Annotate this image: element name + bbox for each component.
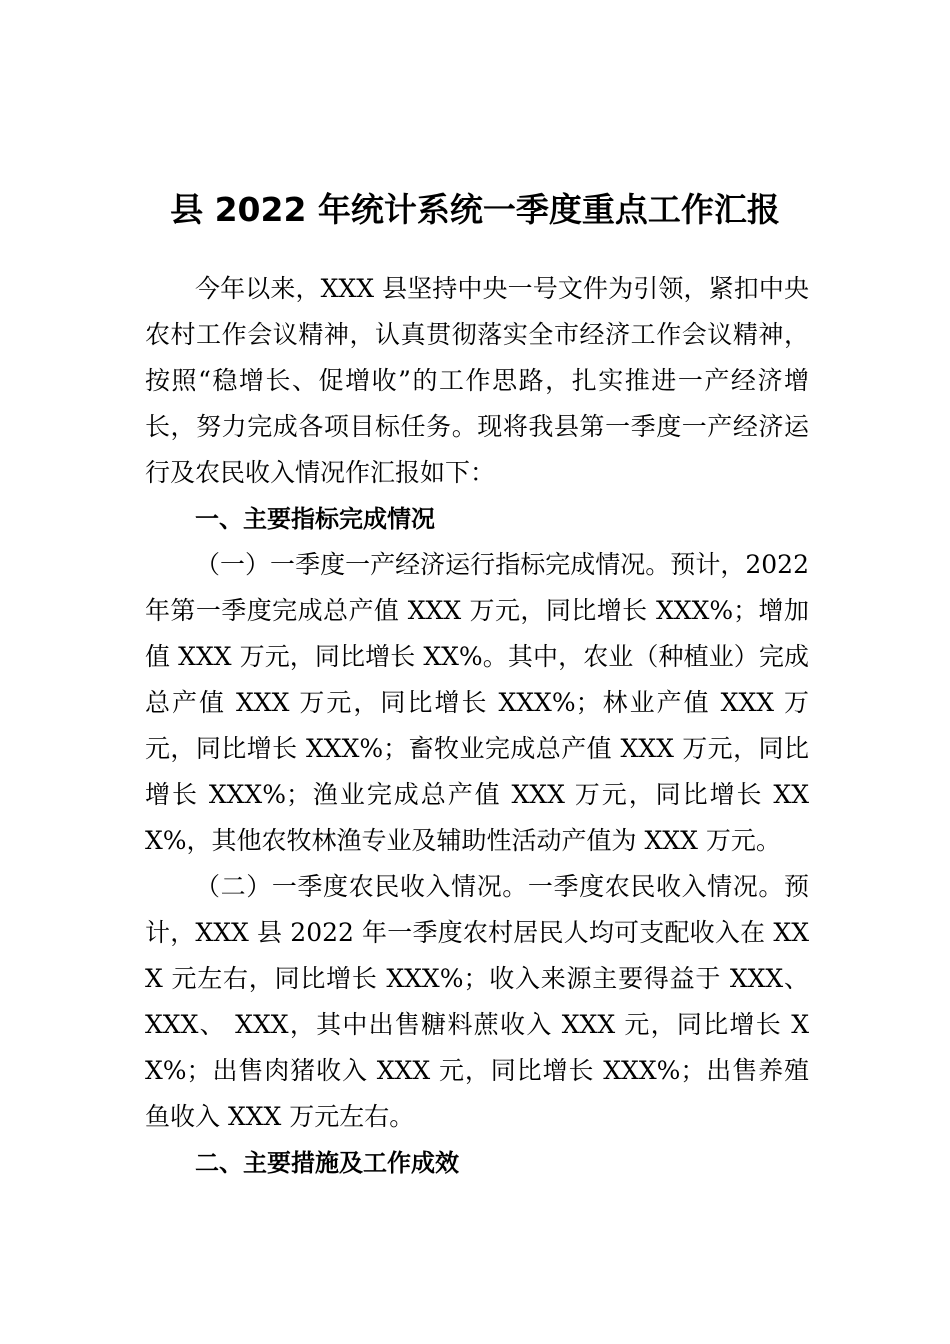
document-body — [145, 266, 809, 1186]
intro-paragraph: 今年以来，XXX 县坚持中央一号文件为引领，紧扣中央农村工作会议精神，认真贯彻落实全市经济工作会议精神，按照“稳增长、促增收”的工作思路，扎实推进一产经济增长，努力完成各项目标任务。现将我县第一季度一产经济运行及农民收入情况作汇报如下： — [145, 274, 809, 487]
section-heading-1: 一、主要指标完成情况 — [195, 505, 435, 533]
section-heading-2: 二、主要措施及工作成效 — [195, 1149, 459, 1177]
subsection-paragraph-1: （一）一季度一产经济运行指标完成情况。预计，2022 年第一季度完成总产值 XXX 万元，同比增长 XXX%；增加值 XXX 万元，同比增长 XX%。其中，农业（种植业）完成总产值 XXX 万元，同比增长 XXX%；林业产值 XXX 万元，同比增长 XXX%；畜牧业完成总产值 XXX 万元，同比增长 XXX%；渔业完成总产值 XXX 万元，同比增长 XXX%，其他农牧林渔专业及辅助性活动产值为 XXX 万元。 — [145, 550, 809, 855]
document-title: 县 2022 年统计系统一季度重点工作汇报 — [170, 190, 780, 229]
subsection-paragraph-2: （二）一季度农民收入情况。一季度农民收入情况。预计，XXX 县 2022 年一季度农村居民人均可支配收入在 XXX 元左右，同比增长 XXX%；收入来源主要得益于 XXX、XXX、 XXX，其中出售糖料蔗收入 XXX 元，同比增长 XX%；出售肉猪收入 XXX 元，同比增长 XXX%；出售养殖鱼收入 XXX 万元左右。 — [145, 872, 809, 1131]
